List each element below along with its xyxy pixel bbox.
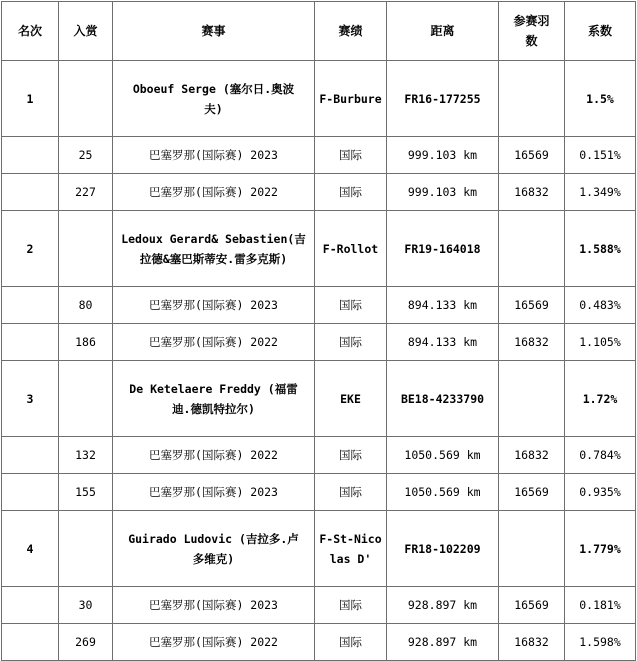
ring-number: FR18-102209 [387,511,499,587]
header-row [2,2,636,61]
coefficient-cell: 0.181% [565,587,636,624]
coefficient-cell: 0.784% [565,437,636,474]
ring-number: BE18-4233790 [387,361,499,437]
race-type-cell: 国际 [315,474,387,511]
birds-cell: 16832 [499,324,565,361]
distance-cell: 999.103 km [387,174,499,211]
total-coefficient: 1.588% [565,211,636,287]
table-row [2,437,636,474]
birds-cell [499,61,565,137]
birds-cell: 16832 [499,174,565,211]
race-cell: 巴塞罗那(国际赛) 2022 [113,324,315,361]
distance-cell: 928.897 km [387,587,499,624]
race-type-cell: 国际 [315,174,387,211]
race-summary-row [2,61,636,137]
place-cell [59,361,113,437]
table-row [2,324,636,361]
birds-cell [499,361,565,437]
birds-cell [499,511,565,587]
distance-cell: 928.897 km [387,624,499,661]
header-place: 入赏 [59,2,113,61]
birds-cell: 16569 [499,587,565,624]
coefficient-cell: 1.105% [565,324,636,361]
race-cell: 巴塞罗那(国际赛) 2023 [113,474,315,511]
header-race: 赛事 [113,2,315,61]
race-cell: 巴塞罗那(国际赛) 2023 [113,287,315,324]
header-result: 赛绩 [315,2,387,61]
coefficient-cell: 0.483% [565,287,636,324]
race-type-cell: 国际 [315,624,387,661]
race-summary-row [2,511,636,587]
distance-cell: 999.103 km [387,137,499,174]
table-row [2,624,636,661]
place-cell: 269 [59,624,113,661]
rank-cell: 1 [2,61,59,137]
race-type-cell: 国际 [315,324,387,361]
place-cell: 155 [59,474,113,511]
coefficient-cell: 0.935% [565,474,636,511]
place-cell [59,61,113,137]
race-cell: 巴塞罗那(国际赛) 2022 [113,624,315,661]
place-cell [59,511,113,587]
birds-cell: 16569 [499,287,565,324]
birds-cell: 16832 [499,437,565,474]
coefficient-cell: 1.349% [565,174,636,211]
result-cell: EKE [315,361,387,437]
rank-cell: 3 [2,361,59,437]
total-coefficient: 1.5% [565,61,636,137]
coefficient-cell: 0.151% [565,137,636,174]
total-coefficient: 1.779% [565,511,636,587]
total-coefficient: 1.72% [565,361,636,437]
race-summary-row [2,211,636,287]
race-summary-row [2,361,636,437]
place-cell: 132 [59,437,113,474]
race-type-cell: 国际 [315,287,387,324]
header-coefficient: 系数 [565,2,636,61]
result-cell: F-St-Nicolas D' [315,511,387,587]
race-cell: 巴塞罗那(国际赛) 2022 [113,174,315,211]
table-row [2,137,636,174]
table-row [2,287,636,324]
birds-cell [499,211,565,287]
place-cell [59,211,113,287]
result-cell: F-Burbure [315,61,387,137]
table-row [2,474,636,511]
birds-cell: 16569 [499,474,565,511]
race-type-cell: 国际 [315,137,387,174]
owner-name: Guirado Ludovic (吉拉多.卢多维克) [113,511,315,587]
results-table [1,1,636,661]
distance-cell: 1050.569 km [387,474,499,511]
place-cell: 25 [59,137,113,174]
race-cell: 巴塞罗那(国际赛) 2023 [113,587,315,624]
owner-name: De Ketelaere Freddy (福雷迪.德凯特拉尔) [113,361,315,437]
place-cell: 186 [59,324,113,361]
table-row [2,587,636,624]
table-row [2,174,636,211]
place-cell: 80 [59,287,113,324]
birds-cell: 16832 [499,624,565,661]
header-rank: 名次 [2,2,59,61]
result-cell: F-Rollot [315,211,387,287]
header-distance: 距离 [387,2,499,61]
place-cell: 227 [59,174,113,211]
rank-cell: 2 [2,211,59,287]
distance-cell: 894.133 km [387,324,499,361]
distance-cell: 1050.569 km [387,437,499,474]
ring-number: FR19-164018 [387,211,499,287]
coefficient-cell: 1.598% [565,624,636,661]
race-cell: 巴塞罗那(国际赛) 2023 [113,137,315,174]
race-cell: 巴塞罗那(国际赛) 2022 [113,437,315,474]
header-birds: 参赛羽数 [499,2,565,61]
place-cell: 30 [59,587,113,624]
race-type-cell: 国际 [315,587,387,624]
rank-cell: 4 [2,511,59,587]
race-type-cell: 国际 [315,437,387,474]
distance-cell: 894.133 km [387,287,499,324]
owner-name: Ledoux Gerard& Sebastien(吉拉德&塞巴斯蒂安.雷多克斯) [113,211,315,287]
ring-number: FR16-177255 [387,61,499,137]
birds-cell: 16569 [499,137,565,174]
owner-name: Oboeuf Serge (塞尔日.奥波夫) [113,61,315,137]
